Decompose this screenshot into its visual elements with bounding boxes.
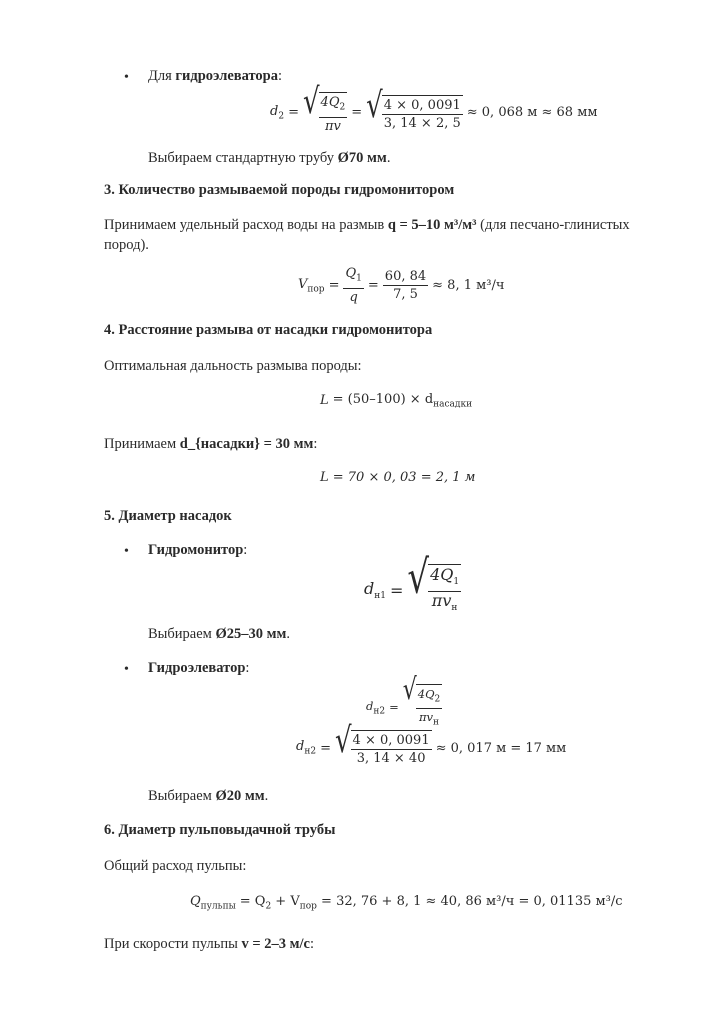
- formula-dn1: $d_{н1}$ = √ $\frac{4Q_1}{\pi v_н}$: [364, 564, 461, 616]
- bullet: •: [124, 70, 129, 85]
- formula-L: L = $(50-100) \times d_{насадки}$: [320, 392, 473, 410]
- formula-dn2-calc: $d_{н2}$ = √ $\frac{4 \times 0, 0091}{3, 14 \times 40}$ ≈ 0, 017 м = 17 мм: [296, 721, 567, 766]
- section6-text: Общий расход пульпы:: [104, 858, 247, 874]
- gidroelevator-item: Для гидроэлеватора:: [148, 68, 282, 84]
- choose-nozzle1-text: Выбираем Ø25–30 мм.: [148, 626, 291, 642]
- section4-heading: 4. Расстояние размыва от насадки гидромонитора: [104, 322, 433, 338]
- formula-dn2: $d_{н2}$ = √ $\frac{4Q_2}{\pi v_н}$: [366, 684, 442, 731]
- section3-heading: 3. Количество размываемой породы гидромонитором: [104, 182, 455, 198]
- choose-nozzle2-text: Выбираем Ø20 мм.: [148, 788, 269, 804]
- formula-d2: $d_2$ = √ $\frac{4Q_2}{\pi v}$ = √ $\frac{4 \times 0, 0091}{3, 14 \times 2, 5}$ ≈ 0, 068 м ≈ 68 мм: [270, 82, 598, 134]
- choose-pipe-text: Выбираем стандартную трубу Ø70 мм.: [148, 150, 391, 166]
- formula-q-pulp: $Q_{пульпы}$ = $Q_2 + V_{пор} = 32$, 76 + 8, 1 ≈ 40, 86 м³/ч = 0, 01135 м³/с: [190, 894, 623, 912]
- formula-L2: L = 70 × 0, 03 = 2, 1 м: [320, 470, 476, 485]
- bullet: •: [124, 544, 129, 559]
- bullet: •: [124, 662, 129, 677]
- section5-heading: 5. Диаметр насадок: [104, 508, 232, 524]
- section6-heading: 6. Диаметр пульповыдачной трубы: [104, 822, 336, 838]
- pulp-speed-text: При скорости пульпы v = 2–3 м/с:: [104, 936, 314, 952]
- hydromonitor-item: Гидромонитор:: [148, 542, 248, 558]
- section3-text: Принимаем удельный расход воды на размыв q = 5–10 м³/м³ (для песчано-глинистых пород).: [104, 217, 630, 253]
- section4-text: Оптимальная дальность размыва породы:: [104, 358, 362, 374]
- formula-vpor: $V_{пор}$ = $\frac{Q_1}{q}$ = $\frac{60, 84}{7, 5}$ ≈ 8, 1 м³/ч: [298, 266, 505, 305]
- hydroelevator-item: Гидроэлеватор:: [148, 660, 250, 676]
- accept-nozzle-text: Принимаем d_{насадки} = 30 мм:: [104, 436, 318, 452]
